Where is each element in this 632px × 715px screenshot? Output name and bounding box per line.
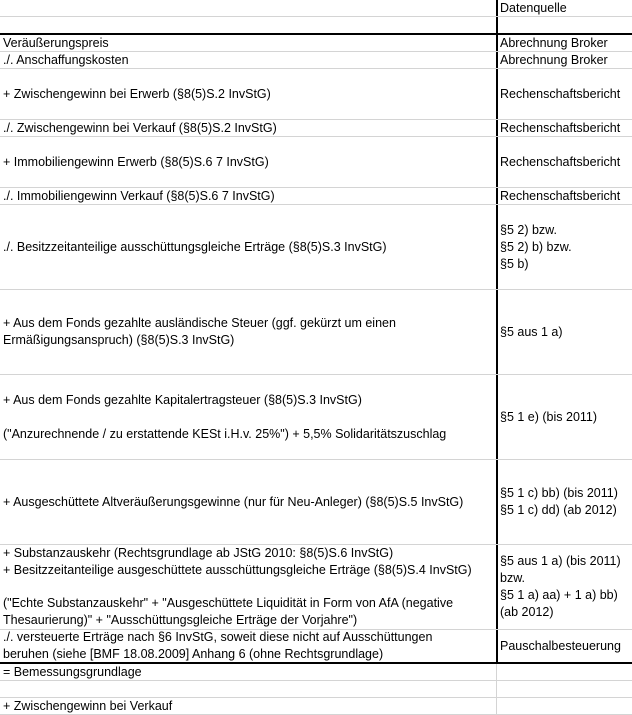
cell-source[interactable] — [496, 630, 632, 662]
cell-source[interactable] — [496, 52, 632, 68]
table-row — [0, 681, 632, 698]
label-line: + Aus dem Fonds gezahlte Kapitalertragsteuer (§8(5)S.3 InvStG) — [3, 392, 362, 407]
label-line: + Immobiliengewinn Erwerb (§8(5)S.6 7 InvStG) — [3, 154, 269, 169]
source-line: Pauschalbesteuerung — [500, 638, 621, 653]
source-line: Rechenschaftsbericht — [500, 86, 621, 101]
table-row — [0, 460, 632, 545]
cell-label[interactable] — [0, 205, 496, 289]
cell-label[interactable] — [0, 188, 496, 204]
cell-label[interactable] — [0, 460, 496, 544]
cell-source[interactable] — [496, 375, 632, 459]
table-row — [0, 69, 632, 120]
table-row — [0, 188, 632, 205]
label-line: + Ausgeschüttete Altveräußerungsgewinne (nur für Neu-Anleger) (§8(5)S.5 InvStG) — [3, 494, 464, 509]
cell-source[interactable] — [496, 120, 632, 136]
cell-label[interactable]: + Zwischengewinn bei Verkauf — [3, 698, 173, 713]
source-line: (ab 2012) — [500, 605, 554, 619]
cell-source[interactable] — [496, 205, 632, 289]
label-line: beruhen (siehe [BMF 18.08.2009] Anhang 6 (ohne Rechtsgrundlage) — [3, 647, 384, 661]
label-line — [3, 409, 493, 426]
cell-source[interactable] — [496, 290, 632, 374]
cell-label[interactable]: = Bemessungsgrundlage — [3, 664, 142, 679]
source-line: §5 1 a) aa) + 1 a) bb) — [500, 588, 618, 602]
label-line: Ermäßigungsanspruch) (§8(5)S.3 InvStG) — [3, 333, 235, 347]
cell-source[interactable] — [496, 137, 632, 187]
cell-label[interactable] — [0, 545, 496, 629]
cell-source[interactable] — [496, 545, 632, 629]
cell-source[interactable] — [496, 664, 632, 680]
cell-source[interactable] — [496, 698, 632, 714]
source-line: §5 1 e) (bis 2011) — [500, 409, 598, 424]
source-line: §5 aus 1 a) (bis 2011) — [500, 554, 621, 568]
label-line: ./. Besitzzeitanteilige ausschüttungsgleiche Erträge (§8(5)S.3 InvStG) — [3, 239, 387, 254]
source-line: Abrechnung Broker — [500, 52, 608, 67]
table-row — [0, 120, 632, 137]
cell-label[interactable] — [0, 681, 496, 697]
cell-label[interactable] — [0, 630, 496, 662]
cell-label[interactable] — [0, 290, 496, 374]
label-line: + Zwischengewinn bei Erwerb (§8(5)S.2 InvStG) — [3, 86, 271, 101]
label-line: Veräußerungspreis — [3, 35, 109, 50]
source-line: §5 2) bzw. — [500, 222, 557, 237]
cell-source[interactable] — [496, 188, 632, 204]
label-line: ./. Anschaffungskosten — [3, 52, 129, 67]
label-line: + Besitzzeitanteilige ausgeschüttete ausschüttungsgleiche Erträge (§8(5)S.4 InvStG) — [3, 563, 472, 577]
cell-source[interactable] — [496, 35, 632, 51]
cell-label[interactable] — [0, 0, 496, 16]
table-row — [0, 664, 632, 681]
cell-source[interactable] — [496, 17, 632, 33]
source-line: Rechenschaftsbericht — [500, 188, 621, 203]
source-line: Rechenschaftsbericht — [500, 120, 621, 135]
table-row — [0, 545, 632, 630]
label-line: Thesaurierung)" + "Ausschüttungsgleiche Erträge der Vorjahre") — [3, 613, 358, 627]
source-line: Rechenschaftsbericht — [500, 154, 621, 169]
cell-label[interactable] — [0, 137, 496, 187]
source-line: §5 2) b) bzw. — [500, 239, 572, 254]
cell-label[interactable] — [0, 17, 496, 33]
table-row — [0, 52, 632, 69]
source-line: bzw. — [500, 571, 526, 585]
cell-source[interactable] — [496, 69, 632, 119]
label-line: ("Echte Substanzauskehr" + "Ausgeschüttete Liquidität in Form von AfA (negative — [3, 596, 454, 610]
table-row — [0, 35, 632, 52]
label-line: ./. versteuerte Erträge nach §6 InvStG, soweit diese nicht auf Ausschüttungen — [3, 630, 433, 644]
label-line — [3, 579, 493, 595]
table-row — [0, 375, 632, 460]
label-line: + Aus dem Fonds gezahlte ausländische Steuer (ggf. gekürzt um einen — [3, 316, 396, 330]
label-line: ("Anzurechnende / zu erstattende KESt i.H.v. 25%") + 5,5% Solidaritätszuschlag — [3, 426, 447, 441]
header-row — [0, 0, 632, 17]
cell-label[interactable] — [0, 120, 496, 136]
cell-label[interactable] — [0, 375, 496, 459]
cell-label[interactable] — [0, 52, 496, 68]
label-line: + Substanzauskehr (Rechtsgrundlage ab JStG 2010: §8(5)S.6 InvStG) — [3, 546, 394, 560]
source-line: §5 1 c) bb) (bis 2011) — [500, 486, 618, 500]
table-row — [0, 137, 632, 188]
cell-label[interactable] — [0, 69, 496, 119]
table-row — [0, 205, 632, 290]
label-line: ./. Zwischengewinn bei Verkauf (§8(5)S.2 InvStG) — [3, 120, 277, 135]
cell-label[interactable] — [0, 35, 496, 51]
table-row — [0, 630, 632, 664]
source-line: Abrechnung Broker — [500, 35, 608, 50]
table-row — [0, 290, 632, 375]
source-line: §5 aus 1 a) — [500, 324, 563, 339]
label-line: ./. Immobiliengewinn Verkauf (§8(5)S.6 7 InvStG) — [3, 188, 275, 203]
header-datenquelle[interactable]: Datenquelle — [496, 0, 632, 16]
blank-row — [0, 17, 632, 35]
source-line: §5 1 c) dd) (ab 2012) — [500, 503, 617, 517]
table-row — [0, 698, 632, 715]
source-line: §5 b) — [500, 256, 529, 271]
cell-source[interactable] — [496, 681, 632, 697]
cell-source[interactable] — [496, 460, 632, 544]
